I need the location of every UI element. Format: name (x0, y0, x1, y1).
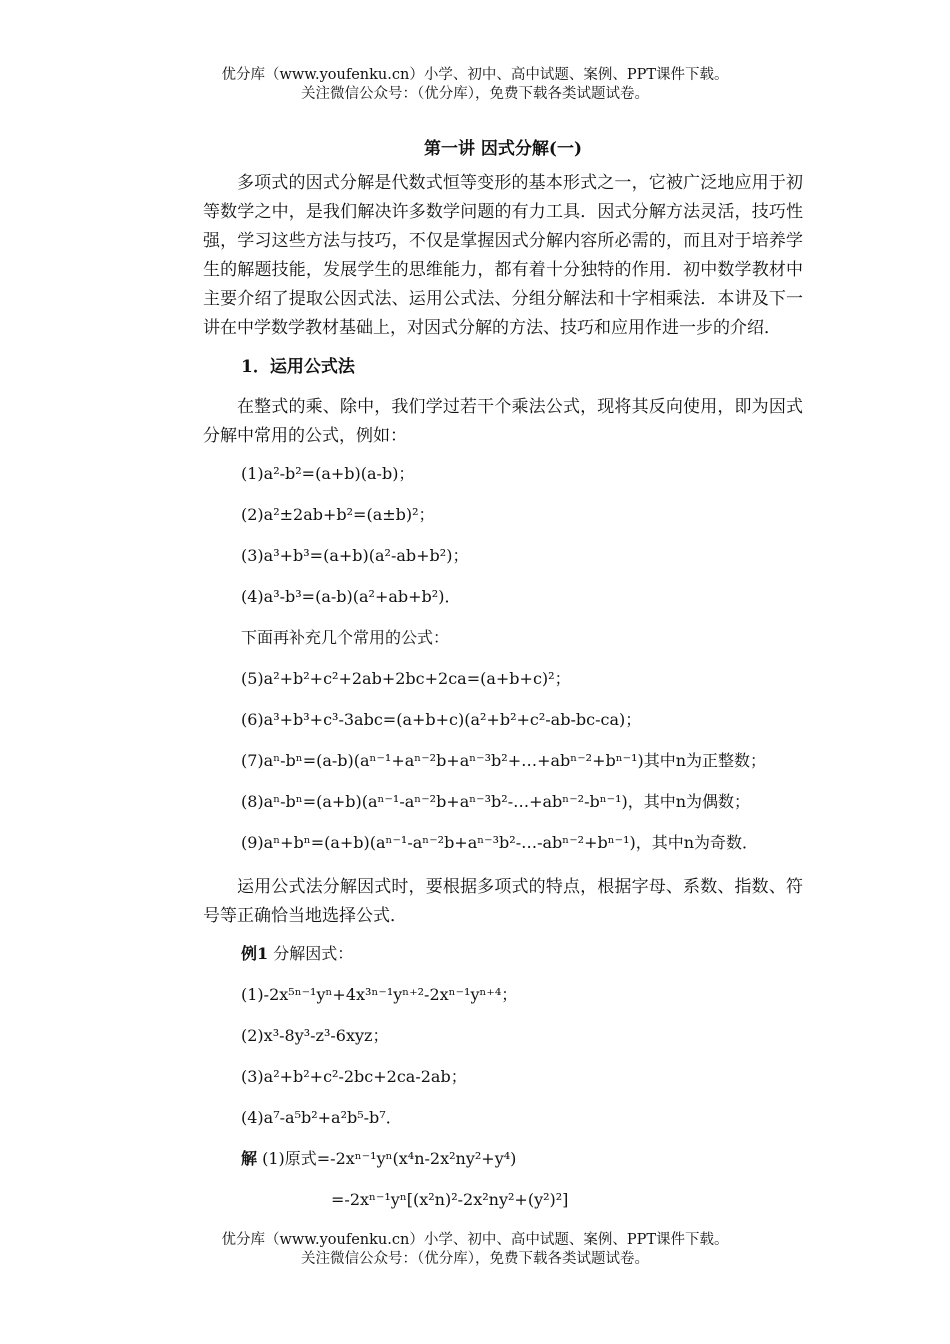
solution-label: 解 (241, 1149, 258, 1168)
formula-3: (3)a³+b³=(a+b)(a²-ab+b²)； (241, 546, 469, 565)
formula-4: (4)a³-b³=(a-b)(a²+ab+b²)． (241, 587, 461, 606)
formula-1: (1)a²-b²=(a+b)(a-b)； (241, 464, 415, 483)
problem-2: (2)x³-8y³-z³-6xyz； (241, 1026, 389, 1045)
page-header (0, 66, 950, 104)
solution-line-2: =-2xⁿ⁻¹yⁿ[(x²n)²-2x²ny²+(y²)²] (331, 1190, 569, 1209)
section-heading-formula-method: 1．运用公式法 (241, 357, 355, 377)
document-body (203, 128, 803, 1211)
solution-line-1 (241, 1148, 803, 1189)
example-1-label: 例1 (241, 944, 269, 963)
solution-step-1: (1)原式=-2xⁿ⁻¹yⁿ(x⁴n-2x²ny²+y⁴) (262, 1149, 517, 1168)
formula-6: (6)a³+b³+c³-3abc=(a+b+c)(a²+b²+c²-ab-bc-ca)； (241, 710, 642, 729)
lecture-title: 第一讲 因式分解(一) (423, 139, 582, 159)
supplement-text: 下面再补充几个常用的公式： (241, 628, 450, 647)
page-footer (0, 1231, 950, 1269)
footer-line-1: 优分库（www.youfenku.cn）小学、初中、高中试题、案例、PPT课件下载。 (221, 1232, 729, 1248)
formula-8: (8)aⁿ-bⁿ=(a+b)(aⁿ⁻¹-aⁿ⁻²b+aⁿ⁻³b²-…+abⁿ⁻²-bⁿ⁻¹)，其中n为偶数； (241, 792, 751, 811)
intro-paragraph: 多项式的因式分解是代数式恒等变形的基本形式之一，它被广泛地应用于初等数学之中，是我们解决许多数学问题的有力工具．因式分解方法灵活，技巧性强，学习这些方法与技巧，不仅是掌握因式分解内容所必需的，而且对于培养学生的解题技能，发展学生的思维能力，都有着十分独特的作用．初中数学教材中主要介绍了提取公因式法、运用公式法、分组分解法和十字相乘法．本讲及下一讲在中学数学教材基础上，对因式分解的方法、技巧和应用作进一步的介绍． (203, 173, 803, 338)
problem-3: (3)a²+b²+c²-2bc+2ca-2ab； (241, 1067, 467, 1086)
problem-4: (4)a⁷-a⁵b²+a²b⁵-b⁷． (241, 1108, 402, 1127)
usage-note-paragraph: 运用公式法分解因式时，要根据多项式的特点，根据字母、系数、指数、符号等正确恰当地选择公式． (203, 877, 803, 926)
header-line-1: 优分库（www.youfenku.cn）小学、初中、高中试题、案例、PPT课件下载。 (221, 67, 729, 83)
example-1-heading (241, 943, 803, 984)
formula-7: (7)aⁿ-bⁿ=(a-b)(aⁿ⁻¹+aⁿ⁻²b+aⁿ⁻³b²+…+abⁿ⁻²+bⁿ⁻¹)其中n为正整数； (241, 751, 767, 770)
footer-line-2: 关注微信公众号：（优分库），免费下载各类试题试卷。 (301, 1251, 649, 1267)
formula-2: (2)a²±2ab+b²=(a±b)²； (241, 505, 435, 524)
formula-5: (5)a²+b²+c²+2ab+2bc+2ca=(a+b+c)²； (241, 669, 571, 688)
formula-9: (9)aⁿ+bⁿ=(a+b)(aⁿ⁻¹-aⁿ⁻²b+aⁿ⁻³b²-…-abⁿ⁻²+bⁿ⁻¹)，其中n为奇数． (241, 833, 759, 852)
example-1-text: 分解因式： (273, 944, 354, 963)
section-intro-paragraph: 在整式的乘、除中，我们学过若干个乘法公式，现将其反向使用，即为因式分解中常用的公式，例如： (203, 397, 803, 446)
header-line-2: 关注微信公众号：（优分库），免费下载各类试题试卷。 (301, 86, 649, 102)
problem-1: (1)-2x⁵ⁿ⁻¹yⁿ+4x³ⁿ⁻¹yⁿ⁺²-2xⁿ⁻¹yⁿ⁺⁴； (241, 985, 518, 1004)
